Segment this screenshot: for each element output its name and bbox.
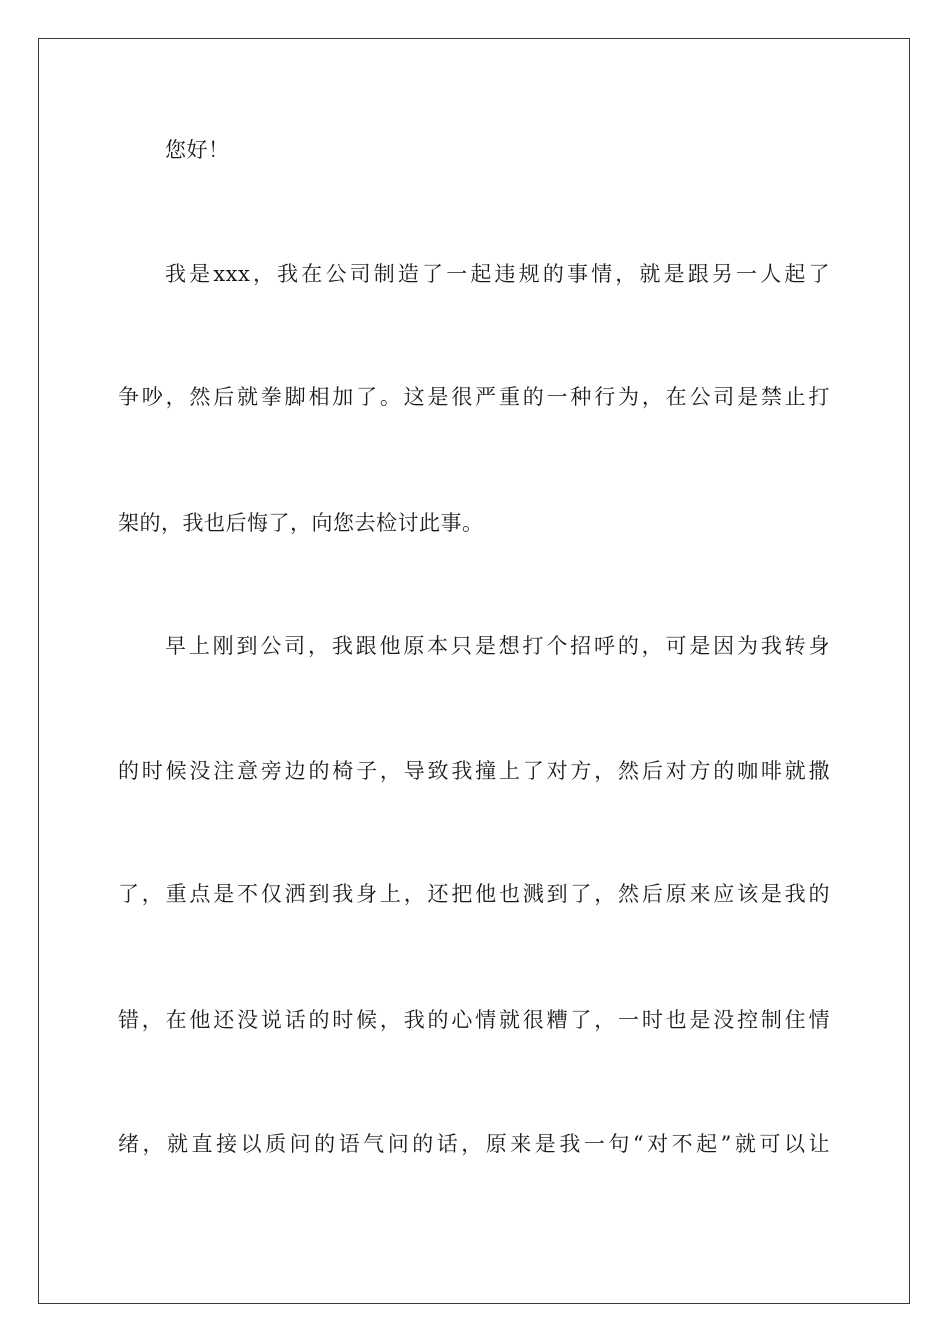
paragraph-line-5: 的时候没注意旁边的椅子，导致我撞上了对方，然后对方的咖啡就撒 [118, 759, 830, 783]
paragraph-line-3: 架的，我也后悔了，向您去检讨此事。 [118, 511, 484, 535]
paragraph-line-1: 我是xxx，我在公司制造了一起违规的事情，就是跟另一人起了 [165, 262, 830, 286]
paragraph-line-8: 绪，就直接以质问的语气问的话，原来是我一句“对不起”就可以让 [118, 1132, 830, 1156]
paragraph-line-4: 早上刚到公司，我跟他原本只是想打个招呼的，可是因为我转身 [165, 634, 830, 658]
paragraph-line-6: 了，重点是不仅洒到我身上，还把他也溅到了，然后原来应该是我的 [118, 882, 830, 906]
greeting-line: 您好！ [165, 138, 230, 162]
page-border [38, 38, 910, 1304]
paragraph-line-2: 争吵，然后就拳脚相加了。这是很严重的一种行为，在公司是禁止打 [118, 385, 830, 409]
paragraph-line-7: 错，在他还没说话的时候，我的心情就很糟了，一时也是没控制住情 [118, 1008, 830, 1032]
